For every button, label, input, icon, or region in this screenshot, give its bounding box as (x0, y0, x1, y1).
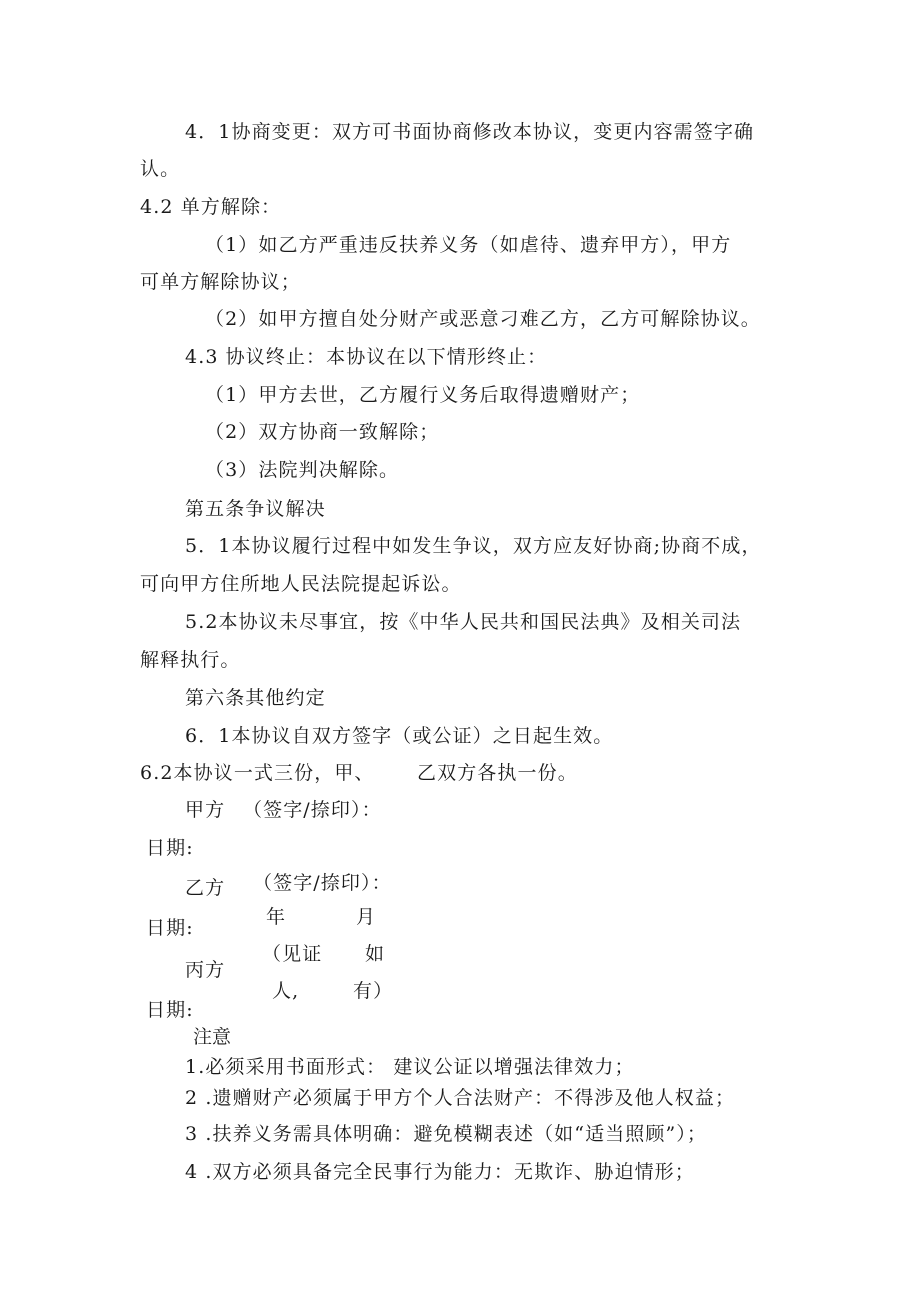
clause-5-1-line1: 5．1本协议履行过程中如发生争议，双方应友好协商;协商不成， (185, 535, 762, 557)
party-c-witness-text-3: 人, (272, 980, 300, 1002)
clause-4-3-item3: （3）法院判决解除。 (205, 459, 400, 481)
party-c-witness-text-1: （见证 (262, 943, 323, 965)
party-c-label: 丙方 (185, 959, 226, 981)
clause-6-2-part2: 乙双方各执一份。 (417, 762, 578, 784)
note-item-2: 2 .遗赠财产必须属于甲方个人合法财产：不得涉及他人权益； (185, 1087, 736, 1109)
party-b-label: 乙方 (185, 877, 226, 899)
clause-4-3-item2: （2）双方协商一致解除； (205, 421, 440, 443)
clause-4-2-title: 4.2 单方解除： (140, 196, 282, 218)
clause-4-3-title: 4.3 协议终止：本协议在以下情形终止： (185, 346, 548, 368)
note-item-1: 1.必须采用书面形式： 建议公证以增强法律效力； (185, 1056, 635, 1078)
note-item-4: 4 .双方必须具备完全民事行为能力：无欺诈、胁迫情形； (185, 1161, 695, 1183)
party-a-signature-field: （签字/捺印）： (243, 799, 382, 821)
date-label-2: 日期: (146, 917, 194, 939)
clause-5-2-line1: 5.2本协议未尽事宜，按《中华人民共和国民法典》及相关司法 (185, 611, 742, 633)
party-c-witness-text-4: 有） (353, 980, 394, 1002)
party-c-witness-text-2: 如 (365, 943, 386, 965)
clause-5-1-line2: 可向甲方住所地人民法院提起诉讼。 (140, 573, 462, 595)
note-item-3: 3 .扶养义务需具体明确：避免模糊表述（如“适当照顾”）； (185, 1123, 707, 1145)
clause-6-1: 6．1本协议自双方签字（或公证）之日起生效。 (185, 725, 614, 747)
clause-5-2-line2: 解释执行。 (140, 649, 241, 671)
date-month-label: 月 (356, 906, 377, 928)
date-year-label: 年 (266, 906, 287, 928)
article-6-title: 第六条其他约定 (185, 687, 326, 709)
clause-4-3-item1: （1）甲方去世，乙方履行义务后取得遗赠财产； (205, 384, 641, 406)
clause-4-2-item1-line1: （1）如乙方严重违反扶养义务（如虐待、遗弃甲方），甲方 (205, 234, 732, 256)
article-5-title: 第五条争议解决 (185, 498, 326, 520)
party-b-signature-field: （签字/捺印）： (253, 872, 392, 894)
clause-4-1-line2: 认。 (140, 158, 181, 180)
clause-6-2-part1: 6.2本协议一式三份，甲、 (140, 762, 375, 784)
clause-4-2-item2: （2）如甲方擅自处分财产或恶意刁难乙方，乙方可解除协议。 (205, 308, 761, 330)
clause-4-1-line1: 4．1协商变更：双方可书面协商修改本协议，变更内容需签字确 (185, 121, 755, 143)
date-label-3: 日期: (146, 999, 194, 1021)
party-a-label: 甲方 (185, 799, 226, 821)
date-label-1: 日期: (146, 837, 194, 859)
notes-heading-clipped: 注意 (193, 1026, 232, 1048)
clause-4-2-item1-line2: 可单方解除协议； (140, 271, 301, 293)
